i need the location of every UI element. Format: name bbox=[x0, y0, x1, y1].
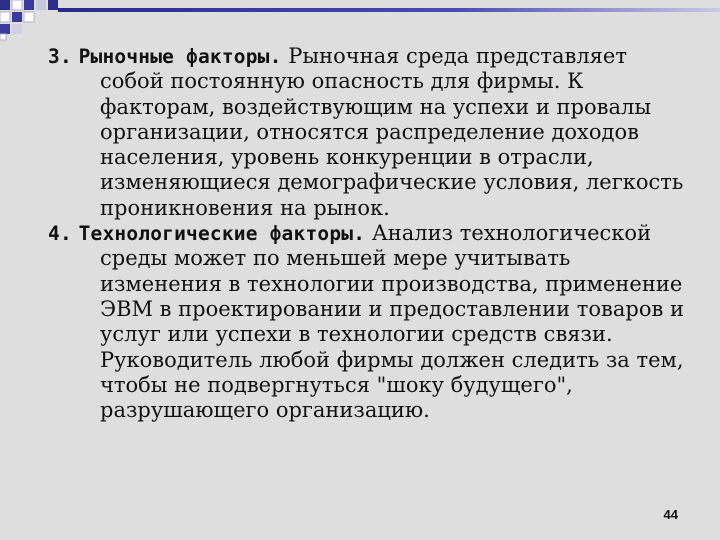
item-text: Анализ технологической среды может по меньшей мере учитывать изменения в технологии производства, применение ЭВМ в проектировании и предоставлении товаров и услуг или успехи в технологии средств связи. Руководитель любой фирмы должен следить за тем, чтобы не подвергнуться "шоку будущего", разрушающего организацию. bbox=[100, 221, 684, 423]
item-number: 4. bbox=[48, 222, 72, 246]
item-text: Рыночная среда представляет собой постоянную опасность для фирмы. К факторам, воздействующим на успехи и провалы организации, относятся распределение доходов населения, уровень конкуренции в отрасли, изменяющиеся демографические условия, легкость проникновения на рынок. bbox=[100, 44, 684, 220]
slide-body bbox=[48, 44, 688, 423]
top-divider-line bbox=[58, 8, 720, 12]
list-item bbox=[48, 44, 688, 221]
item-heading: Рыночные факторы. bbox=[78, 45, 282, 68]
list-item bbox=[48, 221, 688, 423]
item-number: 3. bbox=[48, 45, 72, 68]
corner-decoration-icon bbox=[0, 0, 60, 42]
item-heading: Технологические факторы. bbox=[78, 222, 366, 246]
page-number: 44 bbox=[663, 507, 678, 522]
